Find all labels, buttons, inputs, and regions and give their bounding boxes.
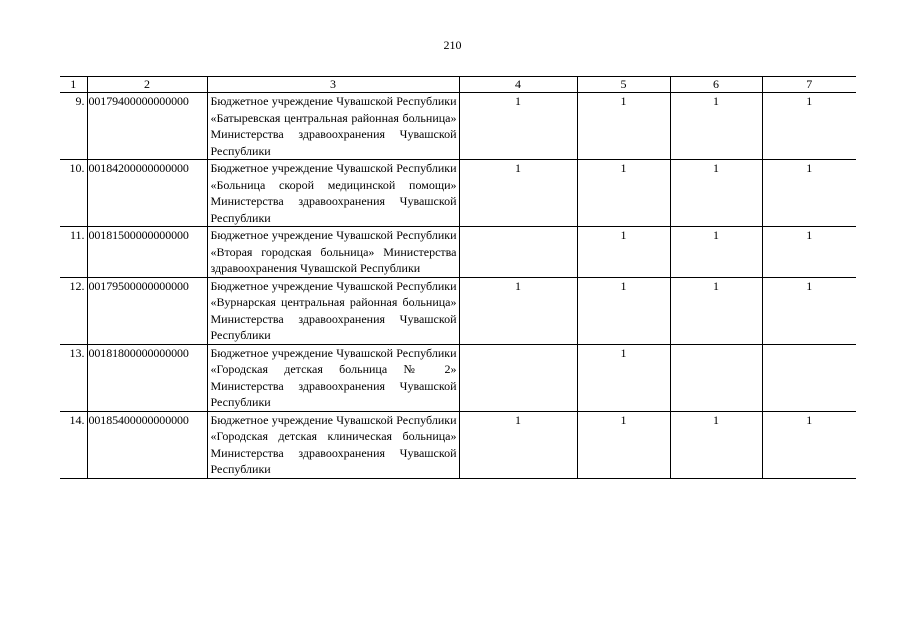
row-number: 9. — [75, 94, 85, 108]
header-col-7: 7 — [762, 77, 856, 93]
header-col-1: 1 — [70, 77, 77, 91]
row-col-6: 1 — [670, 277, 762, 344]
page-number: 210 — [443, 38, 462, 52]
row-code: 00181500000000000 — [87, 227, 207, 278]
row-number: 11. — [69, 228, 85, 242]
row-col-4: 1 — [459, 160, 577, 227]
row-number: 12. — [69, 278, 85, 293]
table-header-row — [60, 77, 856, 93]
row-code: 00184200000000000 — [87, 160, 207, 227]
row-code: 00185400000000000 — [87, 411, 207, 478]
row-col-5: 1 — [577, 277, 670, 344]
row-code: 00179400000000000 — [87, 93, 207, 160]
row-col-4: 1 — [459, 411, 577, 478]
row-code: 00179500000000000 — [87, 277, 207, 344]
row-col-6: 1 — [670, 93, 762, 160]
row-number: 13. — [69, 345, 85, 360]
row-col-6: 1 — [670, 411, 762, 478]
row-col-5: 1 — [577, 227, 670, 278]
row-col-6: 1 — [670, 160, 762, 227]
row-col-5: 1 — [577, 411, 670, 478]
row-col-7: 1 — [762, 411, 856, 478]
row-col-4: 1 — [459, 93, 577, 160]
header-col-2: 2 — [87, 77, 207, 93]
row-col-7: 1 — [762, 93, 856, 160]
header-col-4: 4 — [459, 77, 577, 93]
header-col-3: 3 — [207, 77, 459, 93]
row-col-5: 1 — [577, 344, 670, 411]
row-name: Бюджетное учреждение Чувашской Республики «Больница скорой медицинской помощи» Министерства здравоохранения Чувашской Республики — [207, 160, 459, 227]
data-table — [60, 76, 856, 479]
row-col-6: 1 — [670, 227, 762, 278]
table-row — [60, 160, 856, 227]
row-col-7: 1 — [762, 277, 856, 344]
table-row — [60, 227, 856, 278]
table-row — [60, 411, 856, 478]
row-col-4 — [459, 227, 577, 278]
row-col-4: 1 — [459, 277, 577, 344]
row-number: 14. — [69, 412, 85, 427]
row-col-6 — [670, 344, 762, 411]
row-name: Бюджетное учреждение Чувашской Республики «Батыревская центральная районная больница» Министерства здравоохранения Чувашской Республики — [207, 93, 459, 160]
row-col-7: 1 — [762, 160, 856, 227]
row-number: 10. — [69, 161, 85, 175]
row-col-7 — [762, 344, 856, 411]
table-row — [60, 93, 856, 160]
row-name: Бюджетное учреждение Чувашской Республики «Городская детская клиническая больница» Министерства здравоохранения Чувашской Республики — [207, 411, 459, 478]
table-row — [60, 344, 856, 411]
row-col-4 — [459, 344, 577, 411]
header-col-6: 6 — [670, 77, 762, 93]
row-code: 00181800000000000 — [87, 344, 207, 411]
row-name: Бюджетное учреждение Чувашской Республики «Вторая городская больница» Министерства здравоохранения Чувашской Республики — [207, 227, 459, 278]
row-col-5: 1 — [577, 93, 670, 160]
table-row — [60, 277, 856, 344]
row-name: Бюджетное учреждение Чувашской Республики «Городская детская больница № 2» Министерства здравоохранения Чувашской Республики — [207, 344, 459, 411]
row-col-7: 1 — [762, 227, 856, 278]
row-name: Бюджетное учреждение Чувашской Республики «Вурнарская центральная районная больница» Министерства здравоохранения Чувашской Республики — [207, 277, 459, 344]
header-col-5: 5 — [577, 77, 670, 93]
row-col-5: 1 — [577, 160, 670, 227]
